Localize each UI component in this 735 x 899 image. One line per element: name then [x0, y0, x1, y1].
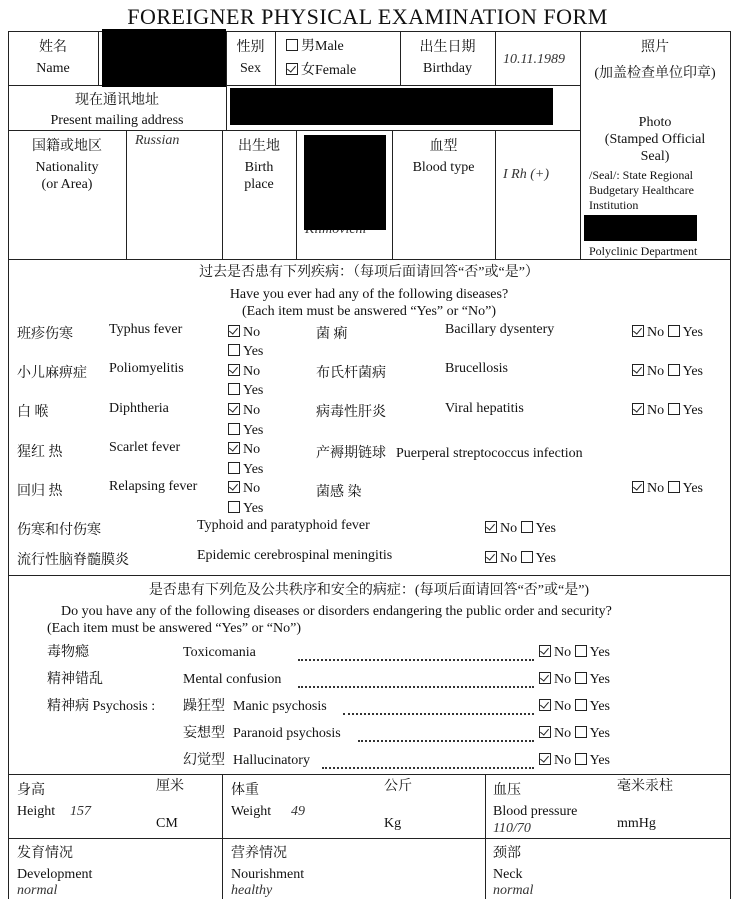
yes-label: Yes — [535, 521, 556, 536]
nationality-label-en: Nationality — [35, 160, 99, 175]
height-unit: CM — [156, 816, 178, 831]
nourishment-label-en: Nourishment — [231, 867, 305, 882]
female-checkbox[interactable] — [286, 63, 298, 75]
height-value: 157 — [70, 804, 91, 819]
disease-cn: 小儿麻痹症 — [17, 366, 87, 381]
public-item-cn: 毒物瘾 — [47, 645, 89, 660]
seal-redaction — [584, 215, 697, 241]
grid-line — [730, 31, 731, 899]
grid-line — [222, 774, 223, 899]
disease-en: Viral hepatitis — [445, 401, 524, 416]
disease-en: Epidemic cerebrospinal meningitis — [197, 548, 393, 563]
no-checkbox[interactable] — [632, 403, 644, 415]
sex-female-option[interactable] — [286, 63, 356, 79]
no-label: No — [500, 521, 518, 536]
grid-line — [495, 130, 496, 259]
photo-seal-en2: Seal) — [640, 149, 670, 164]
bp-value: 110/70 — [493, 821, 531, 836]
no-checkbox[interactable] — [539, 726, 551, 738]
female-label: 女Female — [301, 63, 357, 78]
no-label: No — [647, 325, 665, 340]
seal-text-2: Budgetary Healthcare — [589, 183, 694, 197]
answer-no-yes[interactable] — [632, 403, 703, 419]
public-question-cn: 是否患有下列危及公共秩序和安全的病症：(每项后面请回答“否”或“是”) — [148, 583, 590, 598]
grid-line — [98, 31, 99, 85]
answer-no[interactable] — [228, 442, 260, 458]
answer-yes[interactable] — [228, 383, 263, 399]
birthday-value: 10.11.1989 — [503, 52, 565, 67]
yes-label: Yes — [243, 344, 264, 359]
name-label-en: Name — [36, 61, 70, 76]
public-item-en: Toxicomania — [183, 645, 256, 660]
dot-leader — [343, 713, 534, 715]
no-checkbox[interactable] — [485, 521, 497, 533]
answer-no-yes[interactable] — [539, 672, 610, 688]
dot-leader — [298, 686, 534, 688]
public-item-en: Mental confusion — [183, 672, 282, 687]
yes-label: Yes — [682, 325, 703, 340]
disease-en: Brucellosis — [445, 361, 508, 376]
address-label-en: Present mailing address — [50, 113, 184, 128]
development-label-en: Development — [17, 867, 93, 882]
no-checkbox[interactable] — [228, 403, 240, 415]
public-item-en: Paranoid psychosis — [233, 726, 341, 741]
no-checkbox[interactable] — [228, 325, 240, 337]
no-label: No — [243, 364, 261, 379]
disease-cn: 回归 热 — [17, 484, 63, 499]
disease-cn: 产褥期链球 — [316, 446, 386, 461]
bp-unit: mmHg — [617, 816, 656, 831]
disease-cn: 伤寒和付伤寒 — [17, 523, 101, 538]
disease-cn: 猩红 热 — [17, 445, 63, 460]
answer-yes[interactable] — [228, 344, 263, 360]
no-label: No — [647, 481, 665, 496]
answer-yes[interactable] — [228, 462, 263, 478]
grid-line — [8, 838, 730, 839]
answer-no[interactable] — [228, 403, 260, 419]
no-checkbox[interactable] — [539, 672, 551, 684]
yes-checkbox[interactable] — [521, 551, 533, 563]
yes-checkbox[interactable] — [668, 364, 680, 376]
public-item-cn: 幻觉型 — [183, 753, 225, 768]
neck-value: normal — [493, 883, 534, 898]
weight-label-en: Weight — [231, 804, 272, 819]
answer-no-yes[interactable] — [539, 645, 610, 661]
answer-no[interactable] — [228, 325, 260, 341]
grid-line — [296, 130, 297, 259]
diseases-question-en: Have you ever had any of the following diseases? — [229, 287, 509, 302]
photo-seal-en1: (Stamped Official — [604, 132, 706, 147]
disease-en: Puerperal streptococcus infection — [396, 446, 583, 461]
answer-no-yes[interactable] — [485, 551, 556, 567]
birthplace-label-en: Birth — [244, 160, 274, 175]
yes-label: Yes — [589, 672, 610, 687]
disease-en: Bacillary dysentery — [445, 322, 555, 337]
development-label-cn: 发育情况 — [17, 846, 73, 861]
no-label: No — [554, 699, 572, 714]
yes-label: Yes — [589, 699, 610, 714]
photo-label-cn: 照片 — [641, 40, 669, 55]
public-instruction-en: (Each item must be answered “Yes” or “No”) — [47, 621, 301, 636]
yes-checkbox[interactable] — [668, 481, 680, 493]
development-value: normal — [17, 883, 58, 898]
yes-label: Yes — [589, 726, 610, 741]
weight-value: 49 — [291, 804, 305, 819]
seal-text-1: /Seal/: State Regional — [589, 168, 693, 182]
weight-unit-cn: 公斤 — [384, 779, 412, 794]
sex-label-en: Sex — [240, 61, 261, 76]
public-item-cn: 躁狂型 — [183, 699, 225, 714]
disease-cn: 布氏杆菌病 — [316, 366, 386, 381]
public-item-en: Manic psychosis — [233, 699, 327, 714]
bp-unit-cn: 毫米汞柱 — [617, 779, 673, 794]
no-checkbox[interactable] — [632, 364, 644, 376]
bp-label-en: Blood pressure — [493, 804, 578, 819]
yes-label: Yes — [589, 645, 610, 660]
disease-en: Typhus fever — [109, 322, 183, 337]
yes-checkbox[interactable] — [228, 344, 240, 356]
height-label-cn: 身高 — [17, 783, 45, 798]
birthplace-label-cn: 出生地 — [238, 139, 280, 154]
sex-male-option[interactable] — [286, 39, 344, 55]
nationality-label-en2: (or Area) — [41, 177, 93, 192]
answer-no-yes[interactable] — [539, 699, 610, 715]
no-checkbox[interactable] — [632, 481, 644, 493]
answer-yes[interactable] — [228, 501, 263, 517]
disease-en: Typhoid and paratyphoid fever — [197, 518, 370, 533]
height-unit-cn: 厘米 — [156, 779, 184, 794]
weight-unit: Kg — [384, 816, 402, 831]
yes-label: Yes — [682, 481, 703, 496]
yes-label: Yes — [682, 403, 703, 418]
grid-line — [275, 31, 276, 85]
disease-en: Diphtheria — [109, 401, 169, 416]
no-label: No — [554, 645, 572, 660]
grid-line — [126, 130, 127, 259]
yes-checkbox[interactable] — [575, 726, 587, 738]
grid-line — [226, 85, 227, 130]
address-redaction — [230, 88, 553, 125]
nationality-label-cn: 国籍或地区 — [32, 139, 102, 154]
yes-checkbox[interactable] — [668, 403, 680, 415]
birthplace-redaction — [304, 135, 386, 230]
yes-checkbox[interactable] — [521, 521, 533, 533]
grid-line — [8, 575, 730, 576]
no-label: No — [647, 403, 665, 418]
nourishment-label-cn: 营养情况 — [231, 846, 287, 861]
yes-label: Yes — [535, 551, 556, 566]
neck-label-cn: 颈部 — [493, 846, 521, 861]
yes-checkbox[interactable] — [575, 753, 587, 765]
birthday-label-en: Birthday — [423, 61, 472, 76]
dot-leader — [322, 767, 534, 769]
sex-label-cn: 性别 — [236, 40, 265, 55]
no-checkbox[interactable] — [539, 645, 551, 657]
grid-line — [8, 259, 730, 260]
yes-checkbox[interactable] — [228, 383, 240, 395]
yes-label: Yes — [682, 364, 703, 379]
disease-en: Relapsing fever — [109, 479, 198, 494]
yes-label: Yes — [243, 501, 264, 516]
answer-no-yes[interactable] — [485, 521, 556, 537]
no-label: No — [243, 481, 261, 496]
grid-line — [8, 774, 730, 775]
diseases-instruction-en: (Each item must be answered “Yes” or “No”) — [242, 304, 496, 319]
disease-cn: 菌感 染 — [316, 485, 362, 500]
no-checkbox[interactable] — [539, 753, 551, 765]
height-label-en: Height — [17, 804, 56, 819]
answer-no-yes[interactable] — [539, 753, 610, 769]
grid-line — [485, 774, 486, 899]
no-label: No — [554, 672, 572, 687]
no-checkbox[interactable] — [539, 699, 551, 711]
diseases-question-cn: 过去是否患有下列疾病：（每项后面请回答“否”或“是”） — [199, 265, 539, 280]
no-checkbox[interactable] — [228, 442, 240, 454]
disease-en: Scarlet fever — [109, 440, 181, 455]
yes-label: Yes — [243, 383, 264, 398]
male-checkbox[interactable] — [286, 39, 298, 51]
yes-label: Yes — [243, 462, 264, 477]
no-label: No — [554, 726, 572, 741]
answer-no-yes[interactable] — [632, 325, 703, 341]
no-label: No — [243, 325, 261, 340]
disease-cn: 菌 痢 — [316, 327, 348, 342]
birthday-label-cn: 出生日期 — [419, 40, 476, 55]
address-label-cn: 现在通讯地址 — [75, 93, 159, 108]
name-redaction — [102, 29, 226, 87]
answer-no-yes[interactable] — [632, 364, 703, 380]
yes-label: Yes — [243, 423, 264, 438]
answer-no-yes[interactable] — [539, 726, 610, 742]
no-label: No — [243, 442, 261, 457]
birthplace-label-en2: place — [244, 177, 274, 192]
nourishment-value: healthy — [231, 883, 273, 898]
blood-label-en: Blood type — [412, 160, 475, 175]
blood-value: I Rh (+) — [503, 167, 549, 182]
disease-en: Poliomyelitis — [109, 361, 184, 376]
answer-no[interactable] — [228, 364, 260, 380]
public-item-cn: 精神错乱 — [47, 672, 103, 687]
yes-checkbox[interactable] — [668, 325, 680, 337]
dot-leader — [298, 659, 534, 661]
neck-label-en: Neck — [493, 867, 523, 882]
public-item-cn: 妄想型 — [183, 726, 225, 741]
dot-leader — [358, 740, 534, 742]
yes-checkbox[interactable] — [575, 672, 587, 684]
yes-checkbox[interactable] — [575, 645, 587, 657]
no-checkbox[interactable] — [632, 325, 644, 337]
disease-cn: 班疹伤寒 — [17, 327, 73, 342]
no-label: No — [500, 551, 518, 566]
yes-label: Yes — [589, 753, 610, 768]
weight-label-cn: 体重 — [231, 783, 259, 798]
grid-line — [495, 31, 496, 85]
photo-seal-cn: (加盖检查单位印章) — [594, 66, 716, 81]
yes-checkbox[interactable] — [575, 699, 587, 711]
disease-cn: 流行性脑脊髓膜炎 — [17, 553, 129, 568]
no-checkbox[interactable] — [485, 551, 497, 563]
no-label: No — [554, 753, 572, 768]
photo-label-en: Photo — [638, 115, 672, 130]
no-checkbox[interactable] — [228, 364, 240, 376]
answer-no[interactable] — [228, 481, 260, 497]
no-label: No — [647, 364, 665, 379]
answer-yes[interactable] — [228, 423, 263, 439]
yes-checkbox[interactable] — [228, 423, 240, 435]
male-label: 男Male — [301, 39, 344, 54]
seal-text-4: Polyclinic Department — [589, 244, 698, 258]
grid-line — [8, 85, 580, 86]
answer-no-yes[interactable] — [632, 481, 703, 497]
bp-label-cn: 血压 — [493, 783, 521, 798]
form-title: FOREIGNER PHYSICAL EXAMINATION FORM — [127, 4, 608, 29]
disease-cn: 病毒性肝炎 — [316, 405, 386, 420]
blood-label-cn: 血型 — [429, 139, 458, 154]
disease-cn: 白 喉 — [17, 405, 49, 420]
name-label-cn: 姓名 — [39, 40, 67, 55]
no-label: No — [243, 403, 261, 418]
yes-checkbox[interactable] — [228, 462, 240, 474]
nationality-value: Russian — [135, 133, 180, 148]
no-checkbox[interactable] — [228, 481, 240, 493]
seal-text-3: Institution — [589, 198, 639, 212]
yes-checkbox[interactable] — [228, 501, 240, 513]
public-item-en: Hallucinatory — [233, 753, 310, 768]
psychosis-label: 精神病 Psychosis : — [47, 699, 156, 714]
public-question-en: Do you have any of the following diseases or disorders endangering the public order and security? — [61, 604, 612, 619]
